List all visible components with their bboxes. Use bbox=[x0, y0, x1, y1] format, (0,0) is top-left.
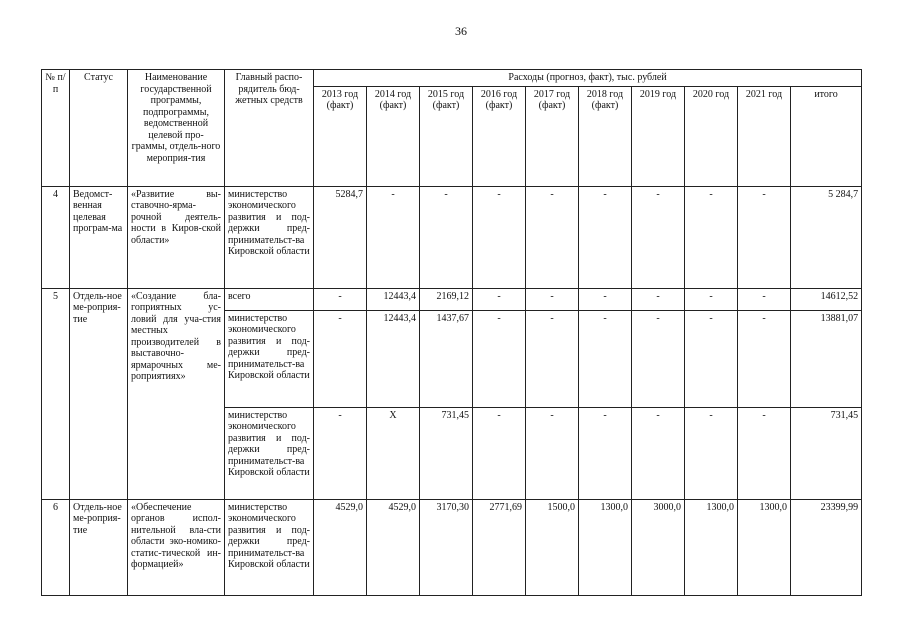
cell-year-value: - bbox=[526, 186, 579, 288]
cell-year-value: - bbox=[685, 186, 738, 288]
cell-year-value: - bbox=[579, 288, 632, 310]
cell-year-value: - bbox=[526, 288, 579, 310]
header-year: 2013 год (факт) bbox=[314, 86, 367, 186]
cell-year-value: - bbox=[738, 186, 791, 288]
cell-year-value: 731,45 bbox=[420, 407, 473, 499]
cell-total: 731,45 bbox=[791, 407, 862, 499]
cell-year-value: 1300,0 bbox=[685, 499, 738, 595]
header-num: № п/п bbox=[42, 70, 70, 187]
header-year: 2014 год (факт) bbox=[367, 86, 420, 186]
cell-year-value: 2771,69 bbox=[473, 499, 526, 595]
cell-manager: министерство экономического развития и под-держки пред-принимательст-ва Кировской области bbox=[225, 407, 314, 499]
table-row bbox=[42, 186, 862, 288]
budget-table bbox=[41, 69, 862, 596]
cell-year-value: - bbox=[738, 310, 791, 407]
header-year: 2020 год bbox=[685, 86, 738, 186]
header-year: 2015 год (факт) bbox=[420, 86, 473, 186]
page-number: 36 bbox=[455, 24, 467, 38]
cell-year-value: 3170,30 bbox=[420, 499, 473, 595]
header-expenses-group: Расходы (прогноз, факт), тыс. рублей bbox=[314, 70, 862, 87]
cell-year-value: 1300,0 bbox=[579, 499, 632, 595]
header-year: 2017 год (факт) bbox=[526, 86, 579, 186]
cell-year-value: 12443,4 bbox=[367, 288, 420, 310]
cell-year-value: - bbox=[579, 310, 632, 407]
table-row bbox=[42, 499, 862, 595]
cell-year-value: - bbox=[685, 288, 738, 310]
cell-year-value: - bbox=[738, 288, 791, 310]
header-status: Статус bbox=[70, 70, 128, 187]
cell-year-value: - bbox=[314, 288, 367, 310]
cell-year-value: - bbox=[579, 407, 632, 499]
cell-year-value: - bbox=[473, 310, 526, 407]
cell-total: 14612,52 bbox=[791, 288, 862, 310]
cell-status: Ведомст-венная целевая програм-ма bbox=[70, 186, 128, 288]
table-header bbox=[42, 70, 862, 187]
cell-year-value: - bbox=[314, 407, 367, 499]
cell-year-value: - bbox=[473, 186, 526, 288]
cell-year-value: 1500,0 bbox=[526, 499, 579, 595]
cell-year-value: - bbox=[579, 186, 632, 288]
cell-year-value: 4529,0 bbox=[314, 499, 367, 595]
cell-manager: всего bbox=[225, 288, 314, 310]
header-year: итого bbox=[791, 86, 862, 186]
header-name: Наименование государственной программы, подпрограммы, ведомственной целевой про-граммы, отдель-ного мероприя-тия bbox=[128, 70, 225, 187]
cell-year-value: - bbox=[632, 310, 685, 407]
cell-year-value: - bbox=[685, 310, 738, 407]
cell-year-value: 4529,0 bbox=[367, 499, 420, 595]
cell-year-value: 1300,0 bbox=[738, 499, 791, 595]
cell-program-name: «Создание бла-гоприятных ус-ловий для уча-стия местных производителей в выставочно-ярмарочных ме-роприятиях» bbox=[128, 288, 225, 499]
cell-program-name: «Обеспечение органов испол-нительной вла-сти области эко-номико-статис-тической ин-формацией» bbox=[128, 499, 225, 595]
cell-program-name: «Развитие вы-ставочно-ярма-рочной деятель-ности в Киров-ской области» bbox=[128, 186, 225, 288]
cell-year-value: - bbox=[367, 186, 420, 288]
table-body bbox=[42, 186, 862, 595]
cell-year-value: 2169,12 bbox=[420, 288, 473, 310]
cell-year-value: - bbox=[685, 407, 738, 499]
cell-num: 6 bbox=[42, 499, 70, 595]
cell-num: 4 bbox=[42, 186, 70, 288]
header-year: 2016 год (факт) bbox=[473, 86, 526, 186]
cell-year-value: X bbox=[367, 407, 420, 499]
cell-num: 5 bbox=[42, 288, 70, 499]
cell-total: 13881,07 bbox=[791, 310, 862, 407]
cell-status: Отдель-ное ме-роприя-тие bbox=[70, 499, 128, 595]
cell-total: 5 284,7 bbox=[791, 186, 862, 288]
cell-year-value: - bbox=[632, 407, 685, 499]
cell-year-value: - bbox=[632, 288, 685, 310]
cell-year-value: 1437,67 bbox=[420, 310, 473, 407]
header-year: 2021 год bbox=[738, 86, 791, 186]
cell-year-value: - bbox=[473, 407, 526, 499]
header-year: 2018 год (факт) bbox=[579, 86, 632, 186]
cell-year-value: - bbox=[526, 310, 579, 407]
cell-year-value: 5284,7 bbox=[314, 186, 367, 288]
cell-year-value: - bbox=[632, 186, 685, 288]
cell-manager: министерство экономического развития и под-держки пред-принимательст-ва Кировской области bbox=[225, 310, 314, 407]
cell-year-value: - bbox=[473, 288, 526, 310]
cell-year-value: - bbox=[738, 407, 791, 499]
cell-year-value: - bbox=[420, 186, 473, 288]
cell-manager: министерство экономического развития и под-держки пред-принимательст-ва Кировской области bbox=[225, 499, 314, 595]
cell-total: 23399,99 bbox=[791, 499, 862, 595]
cell-year-value: - bbox=[314, 310, 367, 407]
header-year: 2019 год bbox=[632, 86, 685, 186]
cell-year-value: 3000,0 bbox=[632, 499, 685, 595]
cell-year-value: - bbox=[526, 407, 579, 499]
header-manager: Главный распо-рядитель бюд-жетных средств bbox=[225, 70, 314, 187]
table-row bbox=[42, 288, 862, 310]
cell-manager: министерство экономического развития и под-держки пред-принимательст-ва Кировской области bbox=[225, 186, 314, 288]
cell-year-value: 12443,4 bbox=[367, 310, 420, 407]
cell-status: Отдель-ное ме-роприя-тие bbox=[70, 288, 128, 499]
